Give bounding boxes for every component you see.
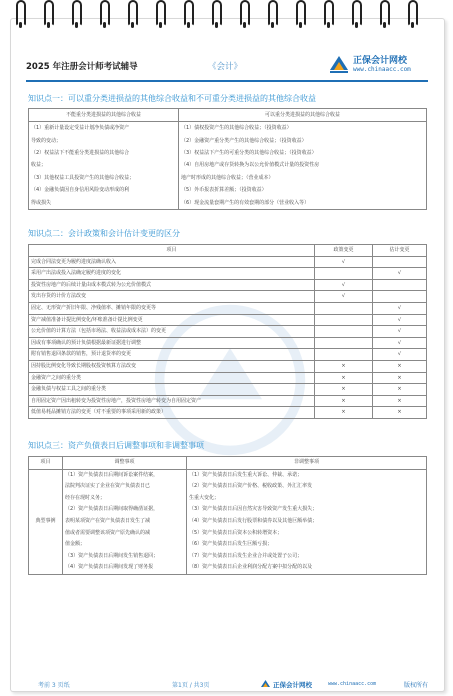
footer-pager: 第1页 / 共3页 — [172, 682, 210, 689]
table-row — [29, 302, 427, 314]
list-item: 值金额； — [65, 541, 86, 548]
header-title: 2025 年注册会计师考试辅导 — [26, 62, 138, 72]
oci-table — [28, 108, 427, 210]
list-item: （2）资产负债表日后期间取得确凿证据， — [65, 506, 159, 513]
item-cell: 因持股比例变化导致长期股权投资核算方法改变 — [29, 360, 315, 372]
policy-change-cell: √ — [315, 256, 373, 268]
policy-change-cell — [315, 314, 373, 326]
post-balance-sheet-table — [28, 456, 427, 575]
list-item: （4）资产负债表日后发行股票和债券以及其他巨额举债； — [189, 517, 318, 524]
estimate-change-cell: √ — [373, 326, 427, 338]
footer-rights: 版权所有 — [403, 682, 428, 689]
item-cell: 投资性房地产的后续计量由成本模式转为公允价值模式 — [29, 279, 315, 291]
policy-change-cell: × — [315, 360, 373, 372]
list-item: （4）自用房地产或存货转换为以公允价值模式计量的投资性房 — [181, 162, 320, 169]
policy-change-cell: × — [315, 372, 373, 384]
list-item: （5）资产负债表日后资本公积转增资本； — [189, 529, 283, 536]
list-item: （3）权益法下产生的可重分类的其他综合收益；（投资收益） — [181, 150, 317, 157]
policy-change-cell — [315, 337, 373, 349]
binding-ring — [212, 0, 222, 26]
policy-change-cell: √ — [315, 291, 373, 303]
estimate-change-cell: √ — [373, 349, 427, 361]
footer-brand — [260, 678, 428, 692]
estimate-change-cell: × — [373, 384, 427, 396]
brand-logo — [328, 50, 428, 78]
list-item: 导致的变动； — [31, 137, 62, 144]
table-row — [29, 395, 427, 407]
spiral-binding — [14, 0, 440, 30]
column-header: 非调整事项 — [187, 457, 427, 470]
binding-ring — [240, 0, 250, 26]
footer-brand-url: www.chinaacc.com — [328, 681, 377, 687]
item-cell: 因或有事项确认的预计负债根据最新证据进行调整 — [29, 337, 315, 349]
table-row — [29, 279, 427, 291]
list-item: （2）权益法下不能重分类进损益的其他综合 — [31, 150, 130, 157]
brand-name: 正保会计网校 — [353, 56, 408, 66]
item-cell: 采用产出法或投入法确定履约进度的变化 — [29, 268, 315, 280]
table-row — [29, 314, 427, 326]
header-book-name: 《会计》 — [208, 62, 243, 72]
footer-brand-name: 正保会计网校 — [273, 681, 312, 689]
estimate-change-cell — [373, 291, 427, 303]
list-item: （1）重新计量设定受益计划净负债或净资产 — [31, 125, 130, 132]
footer-logo-icon — [260, 679, 271, 689]
item-cell: 附有销售退回条款的销售，预计退货率的变更 — [29, 349, 315, 361]
binding-ring — [352, 0, 362, 26]
item-cell: 完成合同法变更为履约进度法确认收入 — [29, 256, 315, 268]
table-row — [29, 268, 427, 280]
list-item: （2）资产负债表日后资产价格、税收政策、外汇汇率发 — [189, 483, 313, 490]
binding-ring — [156, 0, 166, 26]
item-cell: 资产减值准备计提比例变化/坏账准备计提比例变更 — [29, 314, 315, 326]
policy-change-cell — [315, 302, 373, 314]
table-row — [29, 384, 427, 396]
estimate-change-cell — [373, 256, 427, 268]
table-row — [29, 122, 427, 210]
estimate-change-cell: √ — [373, 302, 427, 314]
binding-ring — [44, 0, 54, 26]
list-item: 生重大变化； — [189, 494, 220, 501]
row-label: 典型事例 — [29, 469, 63, 574]
table-row — [29, 469, 427, 574]
table-row — [29, 407, 427, 419]
list-item: （3）资产负债表日后期间发生销售退回； — [65, 552, 159, 559]
estimate-change-cell: × — [373, 372, 427, 384]
list-item: （8）资产负债表日后企业利润分配方案中拟分配的以及 — [189, 564, 313, 571]
column-header: 项目 — [29, 245, 315, 257]
brand-url: www.chinaacc.com — [353, 66, 411, 73]
policy-estimate-table — [28, 244, 427, 419]
table-header-row — [29, 245, 427, 257]
list-item: （7）资产负债表日后发生企业合并或处置子公司； — [189, 552, 303, 559]
estimate-change-cell: √ — [373, 314, 427, 326]
column-header: 政策变更 — [315, 245, 373, 257]
section-title: 知识点三：资产负债表日后调整事项和非调整事项 — [28, 441, 204, 450]
list-item: 经存在现时义务； — [65, 494, 106, 501]
binding-ring — [72, 0, 82, 26]
table-row — [29, 337, 427, 349]
binding-ring — [324, 0, 334, 26]
policy-change-cell: × — [315, 407, 373, 419]
item-cell: 公允价值的计算方法（包括市场法、收益法或成本法）的变更 — [29, 326, 315, 338]
table-cell-adjusting — [63, 469, 187, 574]
estimate-change-cell: × — [373, 407, 427, 419]
column-header: 调整事项 — [63, 457, 187, 470]
table-row — [29, 256, 427, 268]
policy-change-cell — [315, 349, 373, 361]
item-cell: 低值易耗品摊销方法的变更（对不重要的事项采用新的政策） — [29, 407, 315, 419]
column-header: 项目 — [29, 457, 63, 470]
footer-doc-name: 考前 3 页纸 — [38, 682, 70, 689]
item-cell: 发出存货的计价方法改变 — [29, 291, 315, 303]
item-cell: 金融资产之间的重分类 — [29, 372, 315, 384]
binding-ring — [268, 0, 278, 26]
estimate-change-cell: √ — [373, 268, 427, 280]
list-item: 收益； — [31, 162, 47, 169]
estimate-change-cell: √ — [373, 337, 427, 349]
list-item: （5）外币报表折算差额；（投资收益） — [181, 187, 267, 194]
page-header — [26, 50, 428, 78]
column-header: 不能重分类进损益的其他综合收益 — [29, 109, 179, 122]
list-item: 地产时形成的其他综合收益；（营业成本） — [181, 174, 274, 181]
estimate-change-cell: × — [373, 395, 427, 407]
binding-ring — [16, 0, 26, 26]
table-header-row — [29, 457, 427, 470]
table-row — [29, 326, 427, 338]
binding-ring — [380, 0, 390, 26]
list-item: （3）资产负债表日后因自然灾害导致资产发生重大损失； — [189, 506, 318, 513]
table-header-row — [29, 109, 427, 122]
table-cell-left — [29, 122, 179, 210]
list-item: （6）现金流量套期产生的有效套期的部分（营业收入等） — [181, 199, 310, 206]
list-item: （4）资产负债表日后期间发现了财务报 — [65, 564, 154, 571]
list-item: 法院判决证实了企业在资产负债表日已 — [65, 483, 151, 490]
table-row — [29, 360, 427, 372]
binding-ring — [184, 0, 194, 26]
list-item: 表明某项资产在资产负债表日发生了减 — [65, 517, 151, 524]
list-item: （6）资产负债表日后发生巨额亏损； — [189, 541, 273, 548]
policy-change-cell — [315, 268, 373, 280]
section-title: 知识点二：会计政策和会计估计变更的区分 — [28, 229, 180, 238]
policy-change-cell: √ — [315, 279, 373, 291]
list-item: 得或损失 — [31, 199, 52, 206]
policy-change-cell: × — [315, 384, 373, 396]
section-title: 知识点一：可以重分类进损益的其他综合收益和不可重分类进损益的其他综合收益 — [28, 94, 316, 103]
brand-logo-icon — [328, 54, 350, 74]
column-header: 估计变更 — [373, 245, 427, 257]
header-divider — [26, 80, 428, 82]
binding-ring — [100, 0, 110, 26]
table-cell-nonadjusting — [187, 469, 427, 574]
item-cell: 自用固定资产因出租转变为投资性房地产，投资性房地产转变为自用固定资产 — [29, 395, 315, 407]
list-item: （2）金融资产重分类产生的其他综合收益；（投资收益） — [181, 137, 307, 144]
table-row — [29, 349, 427, 361]
binding-ring — [296, 0, 306, 26]
item-cell: 金融负债与权益工具之间的重分类 — [29, 384, 315, 396]
table-row — [29, 372, 427, 384]
estimate-change-cell — [373, 279, 427, 291]
list-item: （1）资产负债表日后期间诉讼案件结案， — [65, 471, 159, 478]
item-cell: 固定、无形资产折旧年限、净残值率、摊销年限的变更等 — [29, 302, 315, 314]
page-footer — [26, 678, 428, 692]
list-item: （4）金融负债因自身信用风险变动形成的利 — [31, 187, 130, 194]
estimate-change-cell: × — [373, 360, 427, 372]
list-item: 值或者需要调整该项资产原先确认的减 — [65, 529, 151, 536]
policy-change-cell — [315, 326, 373, 338]
column-header: 可以重分类进损益的其他综合收益 — [179, 109, 427, 122]
policy-change-cell: × — [315, 395, 373, 407]
binding-ring — [128, 0, 138, 26]
table-row — [29, 291, 427, 303]
binding-ring — [408, 0, 418, 26]
table-cell-right — [179, 122, 427, 210]
list-item: （3）其他权益工具投资产生的其他综合收益； — [31, 174, 135, 181]
list-item: （1）债权投资产生的其他综合收益；（投资收益） — [181, 125, 292, 132]
list-item: （1）资产负债表日后发生重大诉讼、仲裁、承诺； — [189, 471, 303, 478]
